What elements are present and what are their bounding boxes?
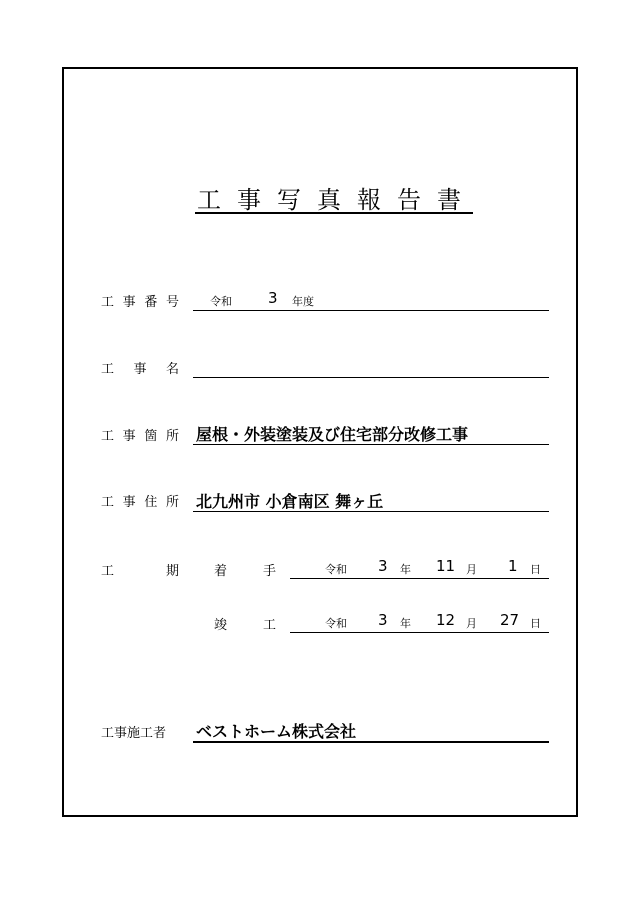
label-char: 工	[101, 564, 115, 579]
label-char: 事	[122, 429, 136, 444]
end-month-unit: 月	[466, 617, 477, 630]
label-char: 事	[122, 495, 136, 510]
label-char: 着	[214, 564, 228, 579]
period-end-underline	[290, 632, 549, 633]
contractor-label: 工事施工者	[101, 726, 167, 741]
end-month: 12	[436, 611, 456, 629]
project-number-year: 3	[268, 289, 278, 307]
start-month: 11	[436, 557, 456, 575]
project-number-suffix: 年度	[292, 295, 314, 308]
label-char: 事	[122, 295, 136, 310]
period-start-label	[214, 560, 276, 579]
label-char: 所	[165, 495, 179, 510]
label-char: 番	[144, 295, 158, 310]
end-day-unit: 日	[530, 617, 541, 630]
contractor-underline	[193, 741, 549, 743]
period-start-underline	[290, 578, 549, 579]
label-char: 工	[101, 362, 115, 377]
label-char: 名	[165, 362, 179, 377]
end-day: 27	[500, 611, 520, 629]
project-address-label	[101, 491, 179, 510]
label-char: 所	[165, 429, 179, 444]
project-number-era: 令和	[210, 295, 232, 308]
contractor-value: ベストホーム株式会社	[196, 722, 357, 741]
project-name-label	[101, 358, 179, 377]
end-era: 令和	[325, 617, 347, 630]
project-location-label	[101, 425, 179, 444]
label-char: 工	[101, 495, 115, 510]
start-day-unit: 日	[530, 563, 541, 576]
project-number-underline	[193, 310, 549, 311]
label-char: 箇	[144, 429, 158, 444]
label-char: 事	[133, 362, 147, 377]
end-year: 3	[378, 611, 388, 629]
label-char: 期	[165, 564, 179, 579]
label-char: 工	[262, 618, 276, 633]
label-char: 工	[101, 429, 115, 444]
end-year-unit: 年	[400, 617, 411, 630]
project-location-underline	[193, 444, 549, 445]
project-address-underline	[193, 511, 549, 512]
project-number-label	[101, 291, 179, 310]
label-char: 工	[101, 295, 115, 310]
project-name-underline	[193, 377, 549, 378]
document-title: 工事写真報告書	[197, 186, 477, 214]
period-end-label	[214, 614, 276, 633]
start-era: 令和	[325, 563, 347, 576]
start-day: 1	[508, 557, 518, 575]
label-char: 竣	[214, 618, 228, 633]
project-location-value: 屋根・外装塗装及び住宅部分改修工事	[196, 425, 469, 444]
start-month-unit: 月	[466, 563, 477, 576]
label-char: 号	[165, 295, 179, 310]
label-char: 住	[144, 495, 158, 510]
label-char: 手	[262, 564, 276, 579]
title-underline	[195, 212, 473, 214]
start-year: 3	[378, 557, 388, 575]
start-year-unit: 年	[400, 563, 411, 576]
period-label	[101, 560, 179, 579]
project-address-value: 北九州市 小倉南区 舞ヶ丘	[196, 492, 384, 511]
